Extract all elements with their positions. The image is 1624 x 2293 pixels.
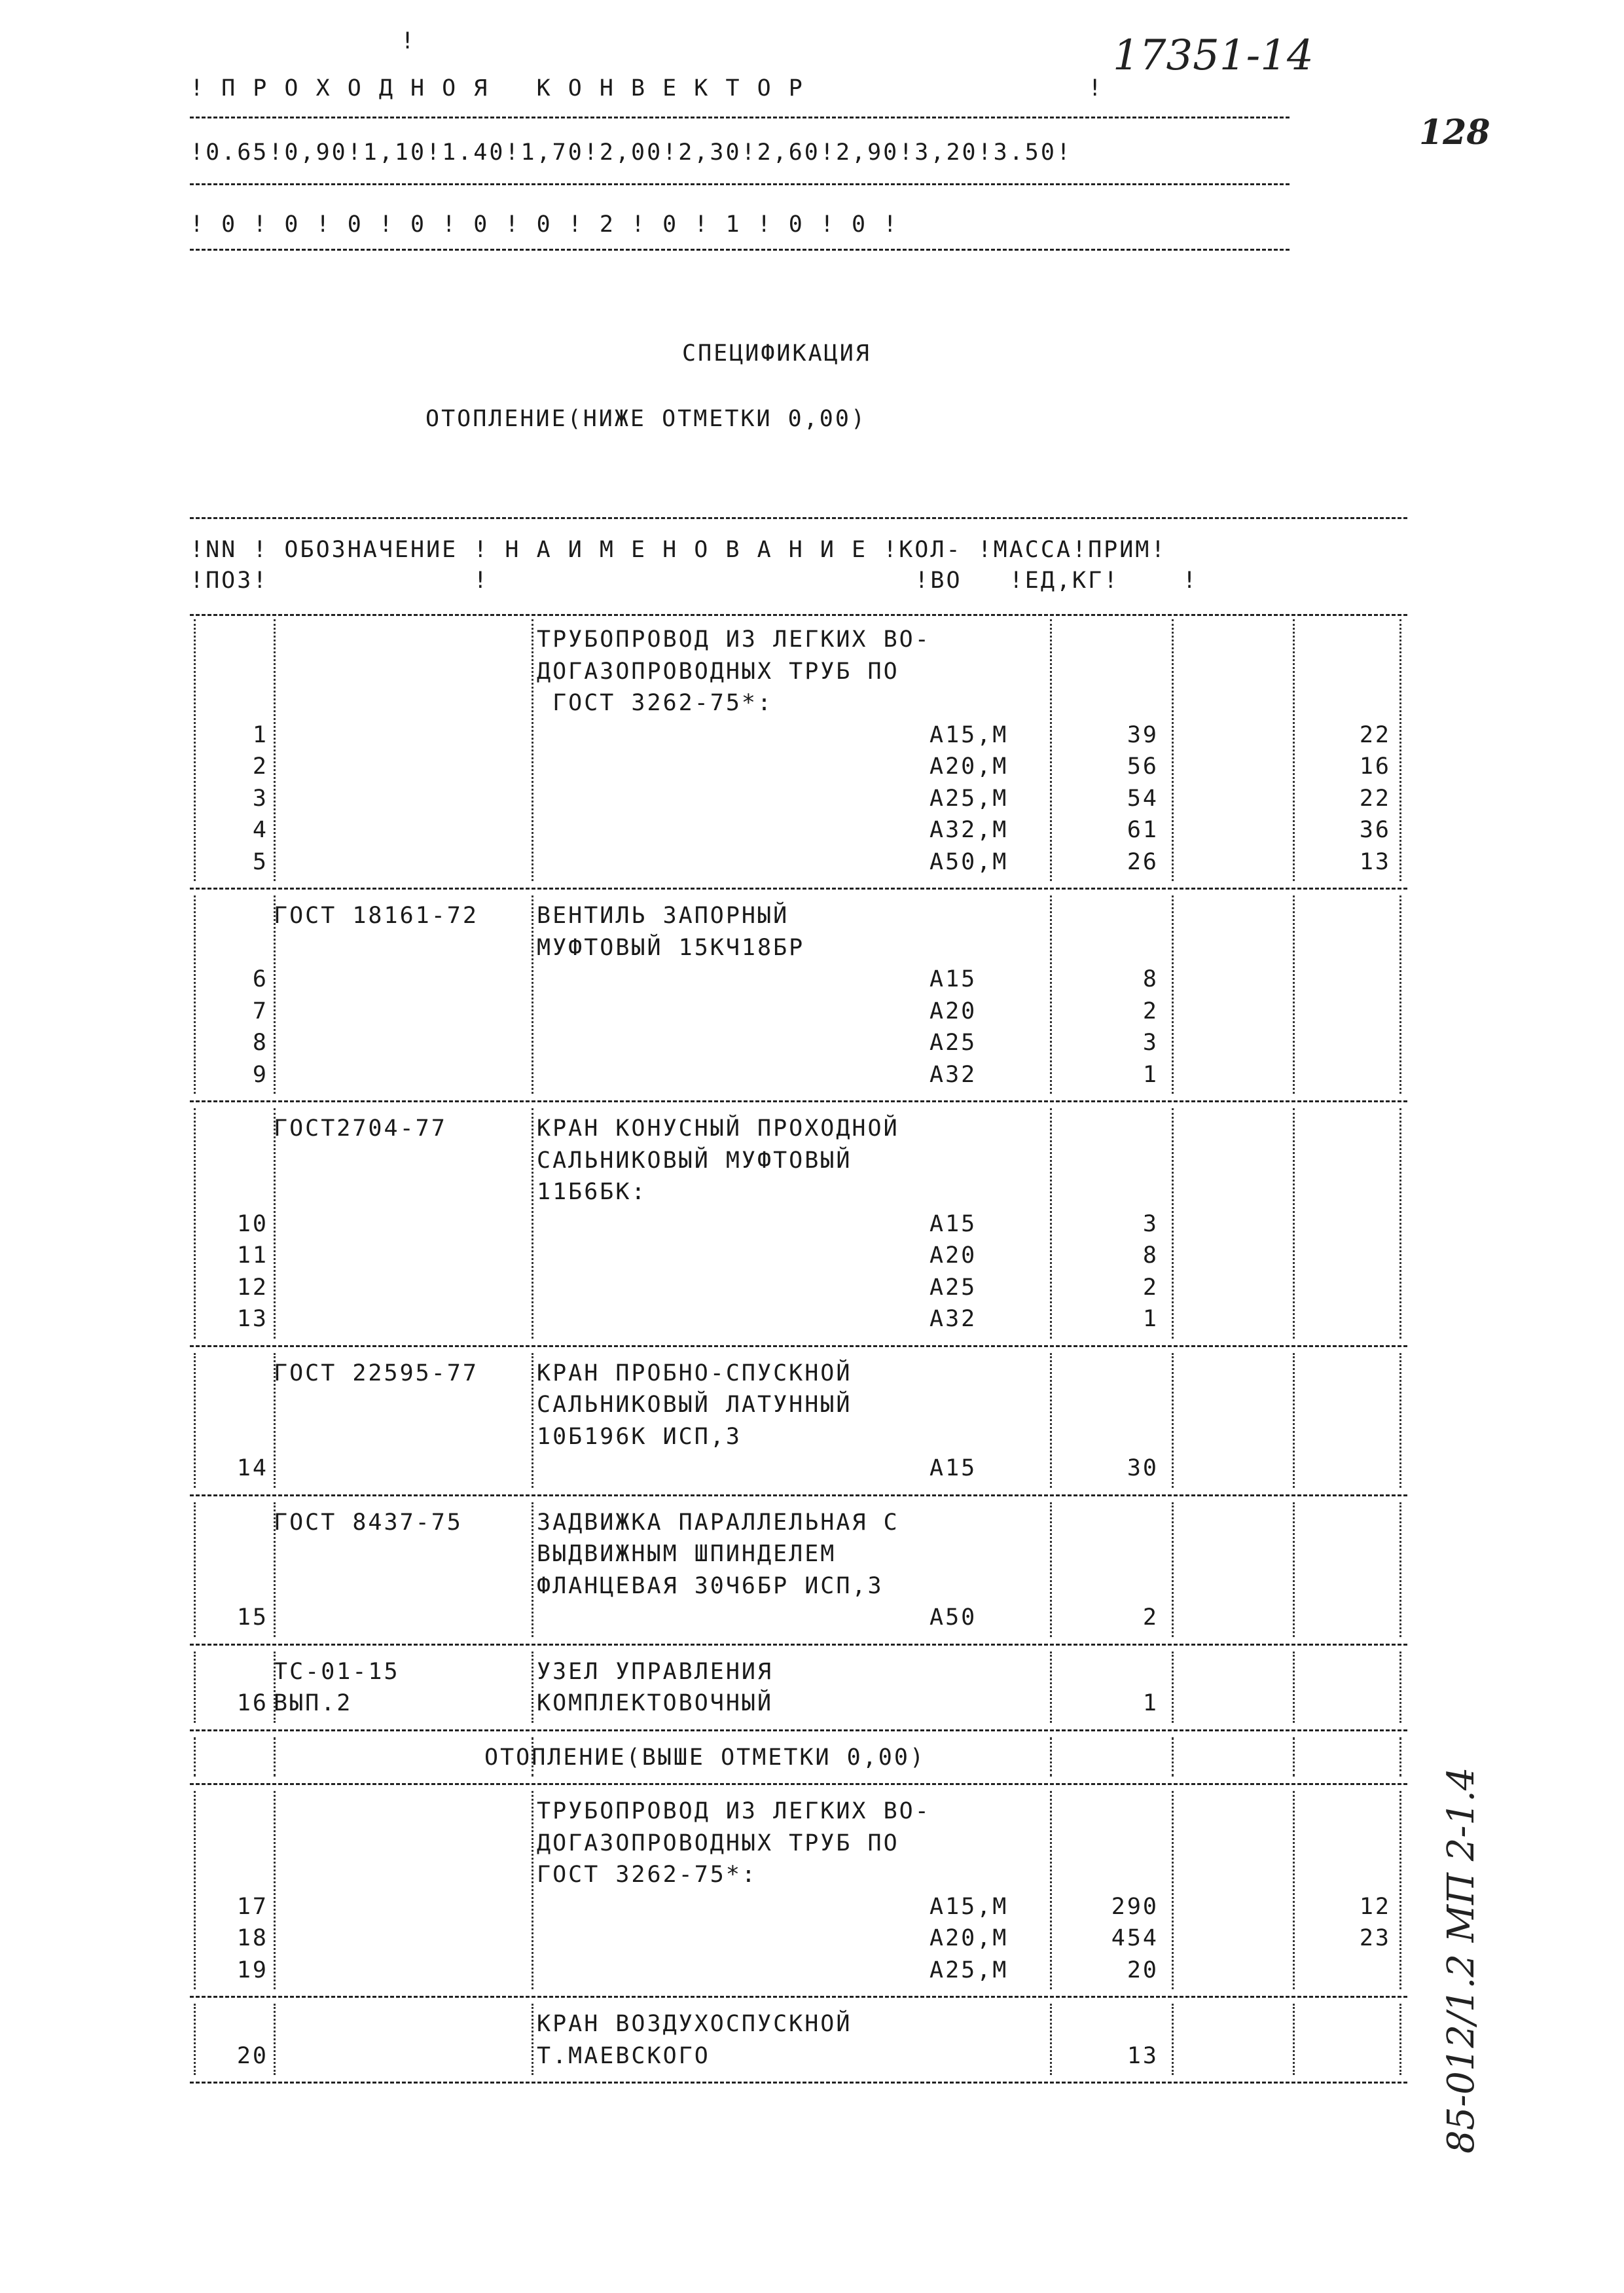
designation: ГОСТ 22595-77	[274, 1360, 478, 1386]
quantity: 290	[1111, 1893, 1159, 1920]
quantity: 26	[1127, 848, 1159, 875]
position-number: 20	[236, 2042, 268, 2069]
item-name: 11Б6БК:	[537, 1179, 647, 1205]
column-separator	[1050, 2004, 1052, 2075]
note: 36	[1359, 817, 1391, 843]
item-size: А25,М	[929, 1957, 1009, 1983]
column-separator	[1172, 1502, 1174, 1637]
quantity: 8	[1142, 966, 1159, 992]
item-name: ТРУБОПРОВОД ИЗ ЛЕГКИХ ВО-	[537, 626, 931, 653]
column-separator	[1172, 2004, 1174, 2075]
column-separator	[274, 1652, 276, 1723]
item-name: КОМПЛЕКТОВОЧНЫЙ	[537, 1690, 774, 1716]
column-separator	[1050, 1652, 1052, 1723]
item-size: А15	[929, 1455, 977, 1481]
row-divider	[190, 2082, 1407, 2084]
designation: ТС-01-15	[274, 1658, 400, 1685]
row-divider	[190, 1783, 1407, 1785]
item-size: А20	[929, 1242, 977, 1269]
item-size: А25,М	[929, 785, 1009, 812]
column-separator	[274, 1353, 276, 1488]
item-size: А15	[929, 1210, 977, 1237]
position-number: 12	[236, 1274, 268, 1301]
quantity: 1	[1142, 1061, 1159, 1088]
column-separator	[274, 1737, 276, 1777]
column-separator	[532, 1502, 533, 1637]
quantity: 1	[1142, 1306, 1159, 1332]
column-separator	[1172, 1791, 1174, 1989]
column-separator	[1399, 2004, 1401, 2075]
item-name: ЗАДВИЖКА ПАРАЛЛЕЛЬНАЯ С	[537, 1509, 899, 1536]
column-separator	[532, 1108, 533, 1339]
row-divider	[190, 1345, 1407, 1347]
item-name: ГОСТ 3262-75*:	[537, 690, 774, 716]
quantity: 2	[1142, 1604, 1159, 1631]
position-number: 9	[252, 1061, 268, 1088]
item-name: САЛЬНИКОВЫЙ ЛАТУННЫЙ	[537, 1392, 852, 1418]
page-number: 128	[1419, 113, 1490, 153]
item-name: 10Б196К ИСП,3	[537, 1423, 742, 1450]
section-heading: ОТОПЛЕНИЕ(ВЫШЕ ОТМЕТКИ 0,00)	[484, 1744, 926, 1771]
quantity: 3	[1142, 1030, 1159, 1056]
note: 22	[1359, 785, 1391, 812]
column-separator	[194, 1737, 196, 1777]
column-separator	[1050, 1353, 1052, 1488]
item-size: А25	[929, 1030, 977, 1056]
column-separator	[532, 895, 533, 1094]
column-separator	[274, 1791, 276, 1989]
item-size: А25	[929, 1274, 977, 1301]
column-separator	[274, 1502, 276, 1637]
row-divider	[190, 1644, 1407, 1646]
column-separator	[1293, 1108, 1295, 1339]
designation: ГОСТ 8437-75	[274, 1509, 463, 1536]
column-separator	[1293, 1737, 1295, 1777]
column-separator	[1399, 619, 1401, 881]
column-separator	[1172, 1737, 1174, 1777]
row-divider	[190, 1729, 1407, 1731]
item-name: КРАН ВОЗДУХОСПУСКНОЙ	[537, 2011, 852, 2037]
divider	[190, 117, 1290, 118]
quantity: 2	[1142, 1274, 1159, 1301]
note: 16	[1359, 753, 1391, 780]
header-tick: !	[401, 28, 417, 54]
column-separator	[1293, 2004, 1295, 2075]
item-size: А32	[929, 1306, 977, 1332]
document-number: 17351-14	[1113, 31, 1314, 80]
position-number: 2	[252, 753, 268, 780]
column-separator	[1399, 1502, 1401, 1637]
column-separator	[194, 1108, 196, 1339]
item-name: ДОГАЗОПРОВОДНЫХ ТРУБ ПО	[537, 658, 899, 685]
item-name: КРАН ПРОБНО-СПУСКНОЙ	[537, 1360, 852, 1386]
column-separator	[532, 2004, 533, 2075]
column-separator	[532, 1353, 533, 1488]
column-separator	[1293, 895, 1295, 1094]
quantity: 30	[1127, 1455, 1159, 1481]
column-separator	[274, 2004, 276, 2075]
column-separator	[1172, 1652, 1174, 1723]
row-divider	[190, 888, 1407, 890]
quantity: 2	[1142, 998, 1159, 1024]
designation: ГОСТ 18161-72	[274, 903, 478, 929]
item-name: МУФТОВЫЙ 15КЧ18БР	[537, 934, 805, 961]
row-divider	[190, 1494, 1407, 1496]
column-separator	[532, 1652, 533, 1723]
item-size: А32,М	[929, 817, 1009, 843]
column-separator	[1399, 1108, 1401, 1339]
divider	[190, 183, 1290, 185]
quantity: 39	[1127, 721, 1159, 748]
position-number: 3	[252, 785, 268, 812]
position-number: 19	[236, 1957, 268, 1983]
column-separator	[1293, 1502, 1295, 1637]
column-separator	[274, 1108, 276, 1339]
column-separator	[1293, 1353, 1295, 1488]
column-separator	[1399, 1652, 1401, 1723]
quantity: 61	[1127, 817, 1159, 843]
item-size: А50,М	[929, 848, 1009, 875]
column-separator	[1399, 1791, 1401, 1989]
designation: ВЫП.2	[274, 1690, 353, 1716]
column-separator	[1293, 1791, 1295, 1989]
position-number: 15	[236, 1604, 268, 1631]
note: 13	[1359, 848, 1391, 875]
column-separator	[532, 1791, 533, 1989]
item-size: А20,М	[929, 1925, 1009, 1951]
table-top-border	[190, 517, 1407, 519]
note: 22	[1359, 721, 1391, 748]
column-separator	[1050, 895, 1052, 1094]
column-separator	[274, 895, 276, 1094]
convector-sizes: !0.65!0,90!1,10!1.40!1,70!2,00!2,30!2,60!2,90!3,20!3.50!	[190, 139, 1073, 166]
position-number: 16	[236, 1690, 268, 1716]
table-header-line1: !NN ! ОБОЗНАЧЕНИЕ ! Н А И М Е Н О В А Н И Е !КОЛ- !МАССА!ПРИМ!	[190, 537, 1167, 563]
column-separator	[194, 1652, 196, 1723]
spec-subtitle: ОТОПЛЕНИЕ(НИЖЕ ОТМЕТКИ 0,00)	[425, 406, 867, 432]
column-separator	[1050, 1502, 1052, 1637]
table-header-border	[190, 614, 1407, 616]
column-separator	[194, 1791, 196, 1989]
column-separator	[1172, 895, 1174, 1094]
position-number: 5	[252, 848, 268, 875]
column-separator	[1172, 619, 1174, 881]
item-size: А15	[929, 966, 977, 992]
column-separator	[1050, 1108, 1052, 1339]
position-number: 13	[236, 1306, 268, 1332]
item-name: КРАН КОНУСНЫЙ ПРОХОДНОЙ	[537, 1115, 899, 1142]
item-name: ФЛАНЦЕВАЯ 30Ч6БР ИСП,3	[537, 1572, 884, 1599]
note: 23	[1359, 1925, 1391, 1951]
position-number: 4	[252, 817, 268, 843]
position-number: 18	[236, 1925, 268, 1951]
column-separator	[1293, 1652, 1295, 1723]
quantity: 3	[1142, 1210, 1159, 1237]
quantity: 56	[1127, 753, 1159, 780]
column-separator	[274, 619, 276, 881]
divider	[190, 249, 1290, 251]
convector-title: ! П Р О Х О Д Н О Я К О Н В Е К Т О Р !	[190, 75, 1104, 101]
position-number: 11	[236, 1242, 268, 1269]
item-size: А20,М	[929, 753, 1009, 780]
item-name: Т.МАЕВСКОГО	[537, 2042, 710, 2069]
column-separator	[1399, 895, 1401, 1094]
row-divider	[190, 1996, 1407, 1998]
item-name: ВЕНТИЛЬ ЗАПОРНЫЙ	[537, 903, 789, 929]
quantity: 54	[1127, 785, 1159, 812]
column-separator	[1050, 1737, 1052, 1777]
convector-counts: ! 0 ! 0 ! 0 ! 0 ! 0 ! 0 ! 2 ! 0 ! 1 ! 0 ! 0 !	[190, 211, 899, 238]
position-number: 6	[252, 966, 268, 992]
quantity: 13	[1127, 2042, 1159, 2069]
item-size: А32	[929, 1061, 977, 1088]
position-number: 8	[252, 1030, 268, 1056]
column-separator	[1050, 1791, 1052, 1989]
item-name: ДОГАЗОПРОВОДНЫХ ТРУБ ПО	[537, 1830, 899, 1856]
quantity: 454	[1111, 1925, 1159, 1951]
column-separator	[194, 895, 196, 1094]
column-separator	[194, 1353, 196, 1488]
item-size: А15,М	[929, 721, 1009, 748]
column-separator	[1172, 1353, 1174, 1488]
quantity: 20	[1127, 1957, 1159, 1983]
quantity: 1	[1142, 1690, 1159, 1716]
side-document-code: 85-012/1.2 МП 2-1.4	[1440, 1767, 1483, 2154]
item-name: ГОСТ 3262-75*:	[537, 1862, 758, 1888]
column-separator	[1172, 1108, 1174, 1339]
column-separator	[1399, 1353, 1401, 1488]
column-separator	[1399, 1737, 1401, 1777]
row-divider	[190, 1100, 1407, 1102]
note: 12	[1359, 1893, 1391, 1920]
column-separator	[532, 1737, 533, 1777]
column-separator	[1293, 619, 1295, 881]
table-header-line2: !ПОЗ! ! !ВО !ЕД,КГ! !	[190, 568, 1199, 594]
item-name: САЛЬНИКОВЫЙ МУФТОВЫЙ	[537, 1147, 852, 1174]
spec-title: СПЕЦИФИКАЦИЯ	[682, 340, 871, 367]
column-separator	[194, 2004, 196, 2075]
designation: ГОСТ2704-77	[274, 1115, 447, 1142]
position-number: 1	[252, 721, 268, 748]
item-size: А15,М	[929, 1893, 1009, 1920]
position-number: 10	[236, 1210, 268, 1237]
item-name: УЗЕЛ УПРАВЛЕНИЯ	[537, 1658, 774, 1685]
position-number: 7	[252, 998, 268, 1024]
column-separator	[1050, 619, 1052, 881]
item-name: ВЫДВИЖНЫМ ШПИНДЕЛЕМ	[537, 1541, 837, 1567]
column-separator	[532, 619, 533, 881]
column-separator	[194, 1502, 196, 1637]
quantity: 8	[1142, 1242, 1159, 1269]
item-size: А20	[929, 998, 977, 1024]
column-separator	[194, 619, 196, 881]
position-number: 14	[236, 1455, 268, 1481]
position-number: 17	[236, 1893, 268, 1920]
item-name: ТРУБОПРОВОД ИЗ ЛЕГКИХ ВО-	[537, 1798, 931, 1824]
item-size: А50	[929, 1604, 977, 1631]
